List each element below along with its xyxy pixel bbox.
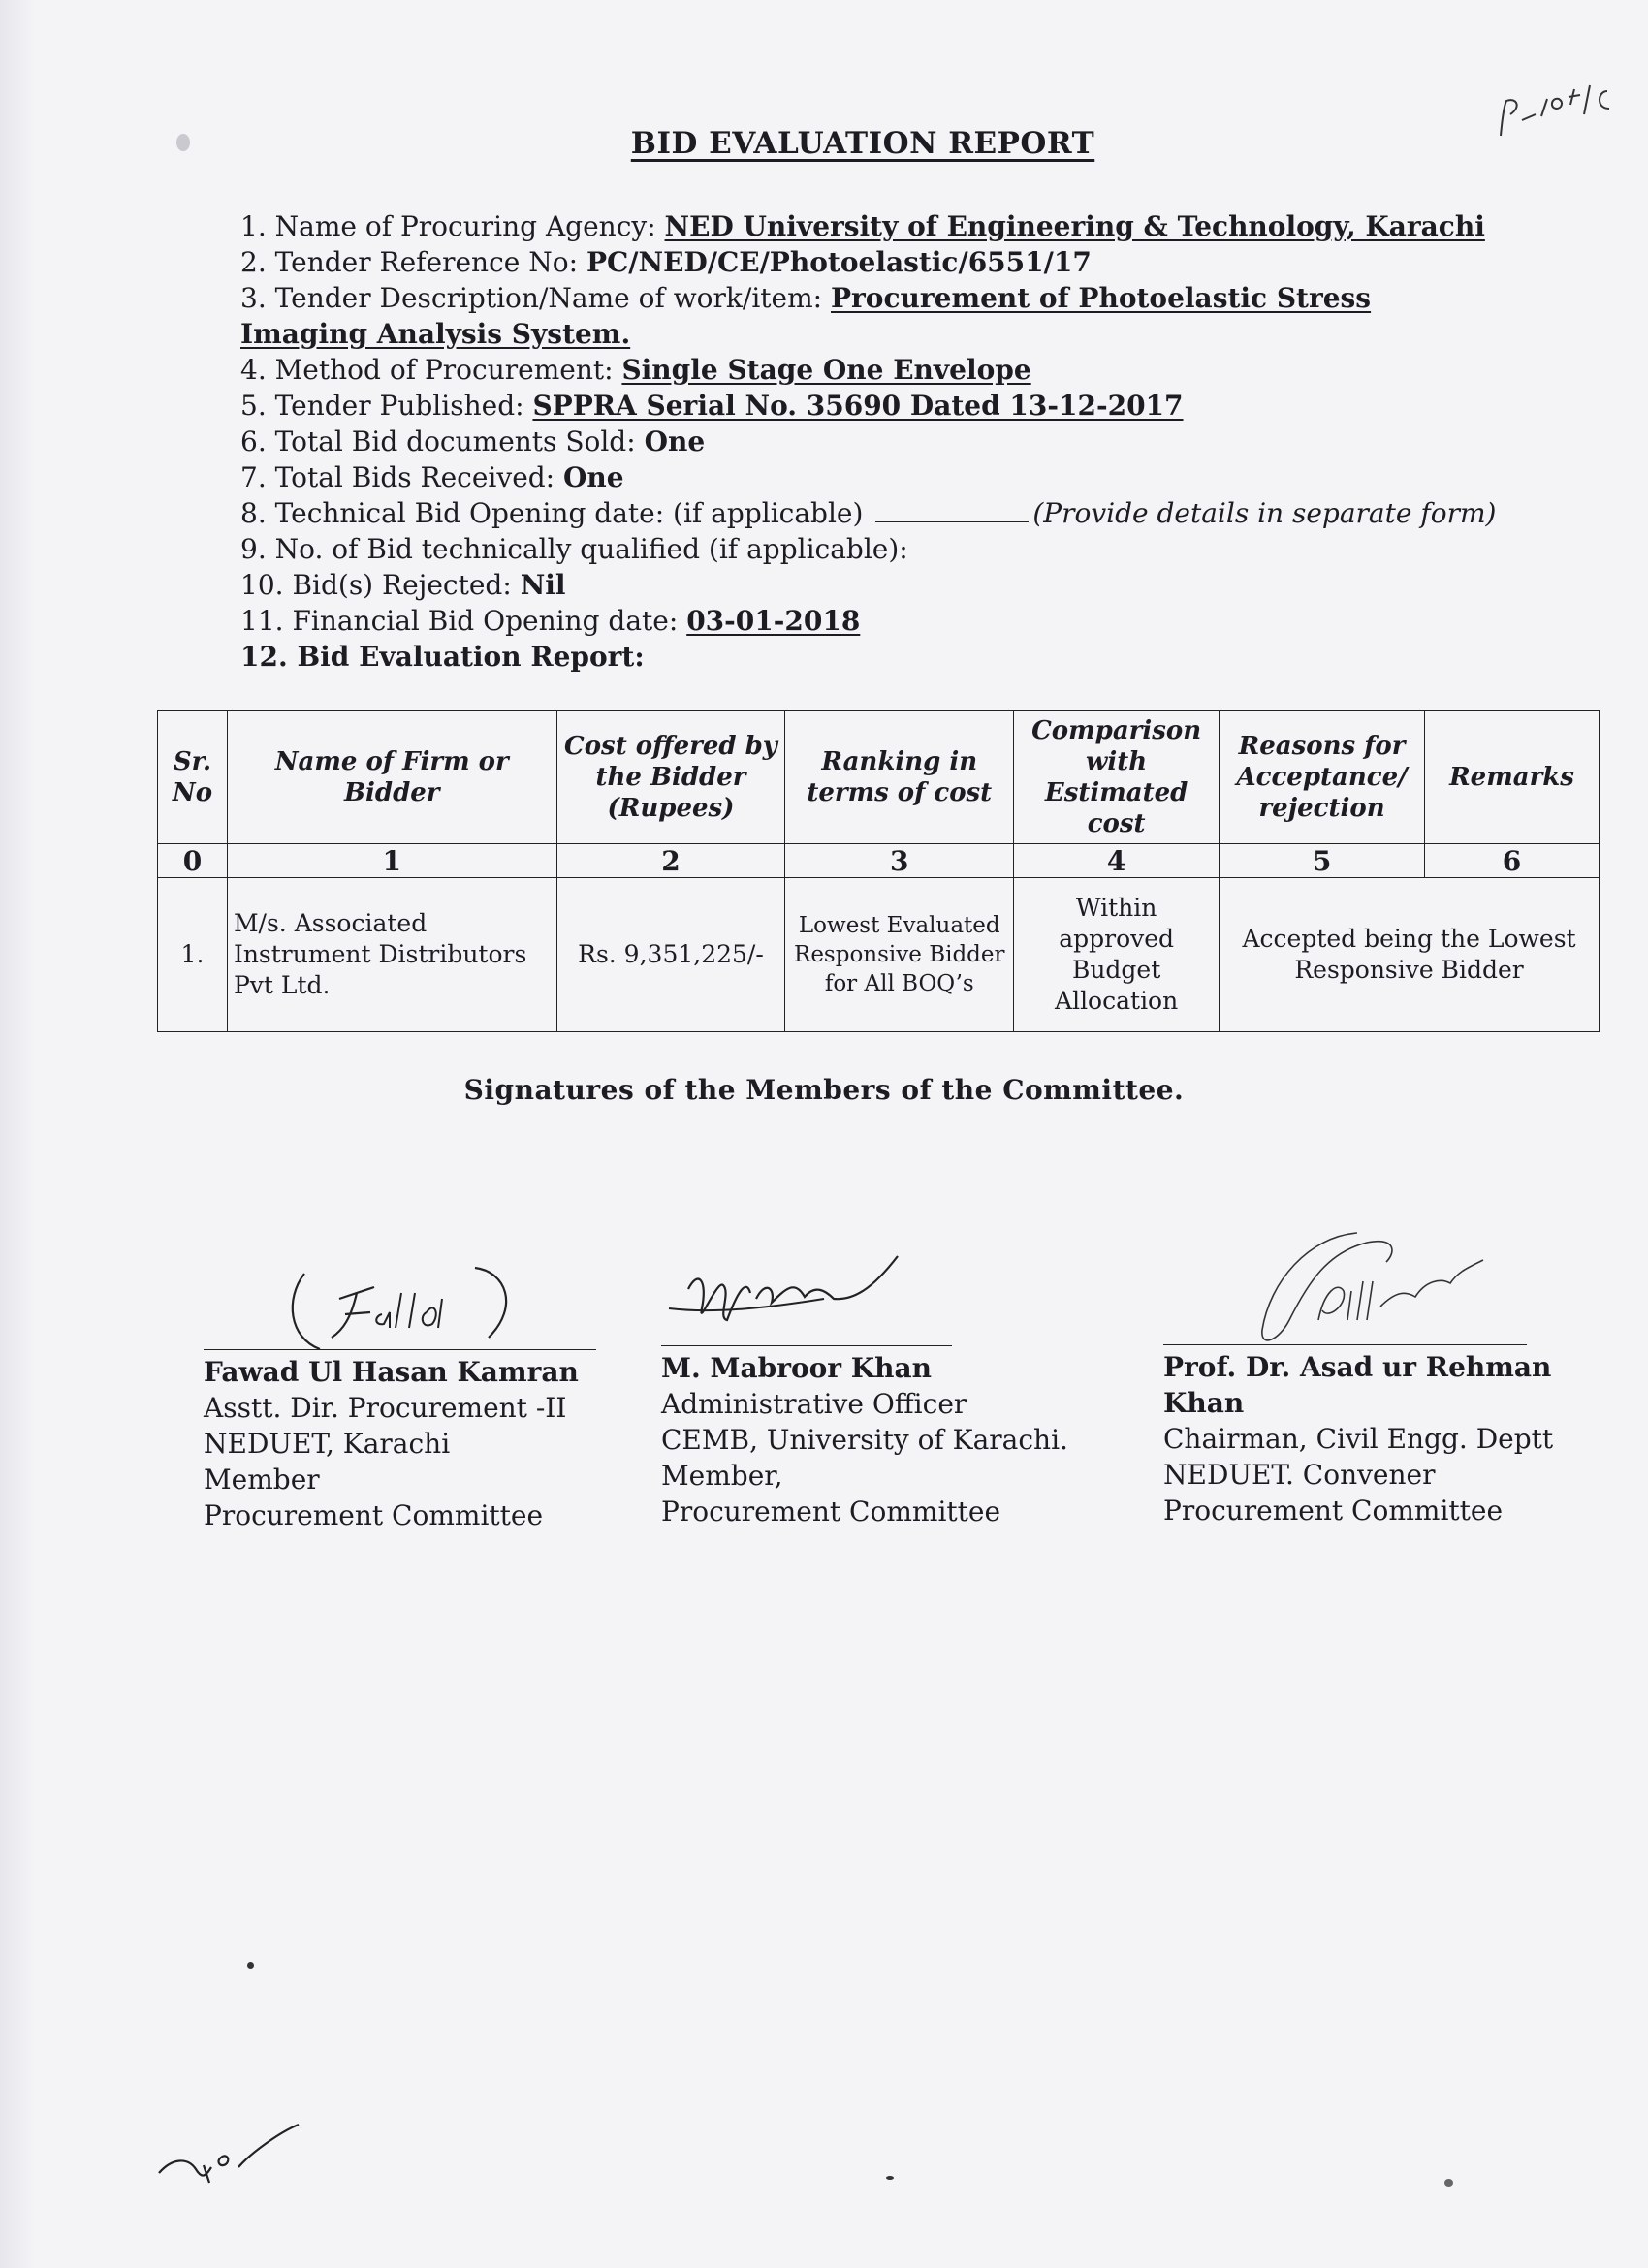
signature-1-handwriting [281, 1260, 533, 1357]
field-method-of-procurement: 4. Method of Procurement: Single Stage One Envelope [240, 354, 1031, 386]
tender-description-value: Procurement of Photoelastic Stress [831, 282, 1372, 314]
report-title: BID EVALUATION REPORT [630, 126, 1095, 161]
signatory-line: NEDUET, Karachi [204, 1428, 451, 1460]
initials-handwriting [153, 2119, 308, 2196]
signature-line [1163, 1344, 1527, 1345]
blank-line [875, 521, 1029, 522]
header-comparison: Comparison with Estimated cost [1014, 711, 1220, 844]
punch-hole-mark [176, 134, 190, 151]
column-number: 2 [556, 844, 785, 878]
tender-reference-value: PC/NED/CE/Photoelastic/6551/17 [586, 246, 1092, 278]
signature-2-handwriting [659, 1250, 931, 1347]
signatory-line: Member, [661, 1460, 783, 1492]
scan-speck [1444, 2179, 1453, 2187]
scan-edge [0, 0, 35, 2268]
field-technical-bid-opening: 8. Technical Bid Opening date: (if applicable) (Provide details in separate form) [240, 497, 1497, 529]
signatory-name: Prof. Dr. Asad ur Rehman Khan [1163, 1351, 1552, 1419]
cell-cost: Rs. 9,351,225/- [556, 878, 785, 1032]
tender-description-value-cont: Imaging Analysis System. [240, 318, 631, 350]
column-number: 1 [227, 844, 556, 878]
signatory-line: Procurement Committee [661, 1496, 1001, 1528]
signatory-line: Procurement Committee [204, 1499, 544, 1531]
bids-rejected-value: Nil [520, 569, 566, 601]
signatory-line: CEMB, University of Karachi. [661, 1424, 1068, 1456]
financial-bid-opening-value: 03-01-2018 [686, 605, 861, 637]
technical-bid-note: (Provide details in separate form) [1032, 497, 1497, 529]
signatory-line: Chairman, Civil Engg. Deptt [1163, 1423, 1554, 1455]
signature-3-handwriting [1251, 1223, 1522, 1359]
cell-firm: M/s. Associated Instrument Distributors Pvt Ltd. [227, 878, 556, 1032]
field-procuring-agency: 1. Name of Procuring Agency: NED University of Engineering & Technology, Karachi [240, 210, 1485, 242]
procuring-agency-value: NED University of Engineering & Technology, Karachi [664, 210, 1485, 242]
signature-line [661, 1345, 952, 1346]
column-number: 0 [158, 844, 228, 878]
header-reasons: Reasons for Acceptance/ rejection [1220, 711, 1425, 844]
signature-line [204, 1349, 596, 1350]
table-header-row [158, 711, 1600, 844]
signatory-line: Member [204, 1464, 320, 1496]
method-value: Single Stage One Envelope [621, 354, 1031, 386]
signature-block-member-1 [204, 1349, 630, 1533]
header-sr-no: Sr. No [158, 711, 228, 844]
header-ranking: Ranking in terms of cost [785, 711, 1014, 844]
signatory-line: NEDUET. Convener [1163, 1459, 1436, 1491]
signatory-name: Fawad Ul Hasan Kamran [204, 1356, 579, 1388]
signatory-line: Procurement Committee [1163, 1495, 1504, 1527]
field-tender-reference: 2. Tender Reference No: PC/NED/CE/Photoelastic/6551/17 [240, 246, 1092, 278]
bids-received-value: One [563, 461, 624, 493]
field-technically-qualified: 9. No. of Bid technically qualified (if applicable): [240, 533, 908, 565]
field-bid-documents-sold: 6. Total Bid documents Sold: One [240, 425, 706, 457]
header-firm-name: Name of Firm or Bidder [227, 711, 556, 844]
field-bid-evaluation-report: 12. Bid Evaluation Report: [240, 641, 645, 673]
scan-speck [886, 2176, 894, 2180]
signature-block-convener [1163, 1344, 1590, 1528]
signatory-line: Administrative Officer [661, 1388, 967, 1420]
cell-sr: 1. [158, 878, 228, 1032]
field-tender-published: 5. Tender Published: SPPRA Serial No. 35690 Dated 13-12-2017 [240, 390, 1184, 422]
field-tender-description: 3. Tender Description/Name of work/item: Procurement of Photoelastic Stress [240, 282, 1372, 314]
field-tender-description-cont [240, 316, 1578, 352]
field-bids-received: 7. Total Bids Received: One [240, 461, 624, 493]
signatures-heading: Signatures of the Members of the Committee. [463, 1074, 1185, 1106]
column-number: 5 [1220, 844, 1425, 878]
cell-reasons: Accepted being the Lowest Responsive Bidder [1220, 878, 1600, 1032]
bid-evaluation-table [157, 710, 1600, 1032]
table-row [158, 878, 1600, 1032]
header-remarks: Remarks [1425, 711, 1600, 844]
report-fields [240, 208, 1578, 675]
field-bids-rejected: 10. Bid(s) Rejected: Nil [240, 569, 566, 601]
signatory-name: M. Mabroor Khan [661, 1352, 933, 1384]
signatory-line: Asstt. Dir. Procurement -II [204, 1392, 567, 1424]
cell-ranking: Lowest Evaluated Responsive Bidder for All BOQ’s [785, 878, 1014, 1032]
signature-block-member-2 [661, 1345, 1126, 1529]
column-number: 3 [785, 844, 1014, 878]
documents-sold-value: One [644, 425, 706, 457]
column-number-row [158, 844, 1600, 878]
column-number: 4 [1014, 844, 1220, 878]
header-cost-offered: Cost offered by the Bidder (Rupees) [556, 711, 785, 844]
field-financial-bid-opening: 11. Financial Bid Opening date: 03-01-2018 [240, 605, 861, 637]
tender-published-value: SPPRA Serial No. 35690 Dated 13-12-2017 [532, 390, 1184, 422]
scan-speck [247, 1962, 254, 1969]
column-number: 6 [1425, 844, 1600, 878]
cell-comparison: Within approved Budget Allocation [1014, 878, 1220, 1032]
